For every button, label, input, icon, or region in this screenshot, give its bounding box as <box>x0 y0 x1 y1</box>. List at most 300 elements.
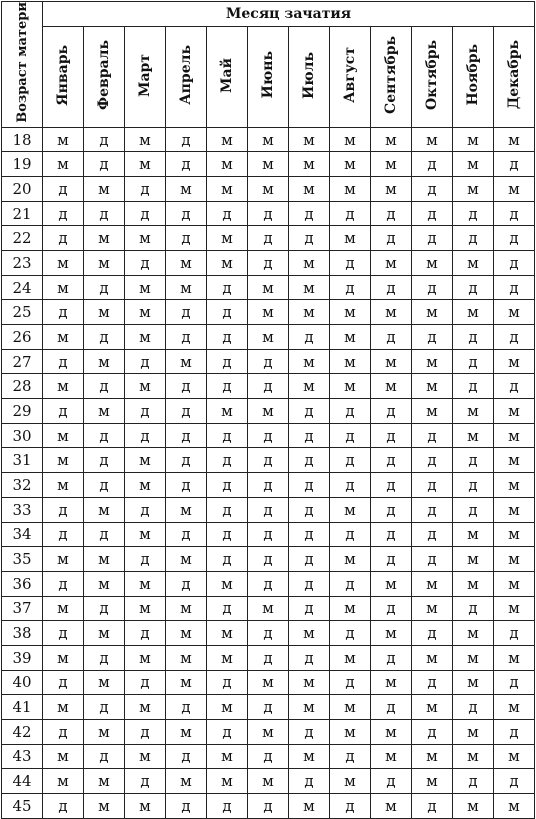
gender-cell: д <box>207 547 248 572</box>
gender-cell: д <box>84 522 125 547</box>
gender-cell: д <box>453 596 494 621</box>
gender-cell: м <box>330 349 371 374</box>
table-row <box>2 497 535 522</box>
gender-cell: м <box>330 177 371 202</box>
gender-cell: м <box>289 621 330 646</box>
gender-cell: м <box>125 127 166 152</box>
corner-header <box>2 2 43 128</box>
gender-cell: м <box>453 547 494 572</box>
gender-cell: д <box>125 769 166 794</box>
gender-cell: м <box>166 621 207 646</box>
gender-cell: д <box>371 473 412 498</box>
table-row <box>2 177 535 202</box>
table-row <box>2 152 535 177</box>
gender-cell: д <box>166 571 207 596</box>
gender-cell: м <box>371 349 412 374</box>
gender-cell: м <box>43 596 84 621</box>
gender-cell: м <box>248 325 289 350</box>
gender-cell: м <box>43 744 84 769</box>
gender-cell: д <box>248 226 289 251</box>
gender-cell: д <box>248 423 289 448</box>
gender-cell: м <box>494 522 535 547</box>
gender-cell: д <box>453 769 494 794</box>
gender-cell: м <box>248 769 289 794</box>
gender-cell: м <box>125 645 166 670</box>
gender-cell: д <box>494 201 535 226</box>
gender-cell: д <box>207 448 248 473</box>
gender-cell: д <box>166 201 207 226</box>
gender-cell: д <box>371 226 412 251</box>
gender-cell: д <box>371 275 412 300</box>
gender-cell: д <box>207 793 248 818</box>
gender-cell: д <box>207 497 248 522</box>
gender-cell: д <box>84 596 125 621</box>
gender-cell: м <box>289 374 330 399</box>
gender-cell: м <box>84 497 125 522</box>
month-header <box>84 27 125 127</box>
gender-cell: м <box>125 275 166 300</box>
gender-cell: д <box>43 201 84 226</box>
gender-cell: м <box>207 152 248 177</box>
gender-cell: д <box>289 571 330 596</box>
gender-cell: д <box>371 547 412 572</box>
gender-cell: д <box>412 547 453 572</box>
gender-cell: д <box>330 522 371 547</box>
mother-age-cell: 40 <box>2 670 43 695</box>
table-body <box>2 127 535 818</box>
month-header <box>494 27 535 127</box>
gender-cell: д <box>207 300 248 325</box>
gender-cell: д <box>43 399 84 424</box>
gender-cell: д <box>43 177 84 202</box>
gender-cell: д <box>43 349 84 374</box>
gender-cell: д <box>248 547 289 572</box>
month-header <box>207 27 248 127</box>
gender-cell: д <box>330 448 371 473</box>
gender-cell: д <box>43 621 84 646</box>
gender-cell: м <box>412 399 453 424</box>
gender-cell: м <box>494 423 535 448</box>
gender-cell: м <box>207 177 248 202</box>
gender-cell: д <box>289 448 330 473</box>
gender-cell: м <box>371 251 412 276</box>
gender-cell: м <box>43 547 84 572</box>
table-row <box>2 645 535 670</box>
gender-cell: д <box>207 670 248 695</box>
gender-cell: д <box>166 399 207 424</box>
table-row <box>2 522 535 547</box>
gender-cell: м <box>84 719 125 744</box>
gender-cell: м <box>125 448 166 473</box>
gender-cell: м <box>289 744 330 769</box>
gender-cell: м <box>330 226 371 251</box>
gender-cell: д <box>84 448 125 473</box>
gender-cell: д <box>453 448 494 473</box>
gender-cell: д <box>125 719 166 744</box>
mother-age-cell: 44 <box>2 769 43 794</box>
gender-cell: д <box>43 793 84 818</box>
gender-cell: д <box>84 275 125 300</box>
gender-cell: м <box>289 670 330 695</box>
gender-cell: м <box>207 399 248 424</box>
gender-cell: м <box>453 571 494 596</box>
month-header <box>166 27 207 127</box>
table-row <box>2 744 535 769</box>
gender-cell: д <box>494 719 535 744</box>
gender-cell: м <box>412 127 453 152</box>
gender-cell: м <box>453 152 494 177</box>
month-header-row <box>2 27 535 127</box>
month-label: Июнь <box>260 51 276 99</box>
gender-cell: м <box>248 399 289 424</box>
gender-cell: м <box>453 645 494 670</box>
gender-cell: д <box>43 719 84 744</box>
table-row <box>2 201 535 226</box>
gender-cell: м <box>494 695 535 720</box>
gender-cell: м <box>207 695 248 720</box>
gender-cell: д <box>330 621 371 646</box>
table-row <box>2 670 535 695</box>
gender-cell: д <box>494 226 535 251</box>
gender-cell: м <box>494 300 535 325</box>
gender-cell: м <box>412 300 453 325</box>
gender-cell: м <box>289 695 330 720</box>
gender-cell: м <box>43 473 84 498</box>
gender-cell: м <box>494 744 535 769</box>
mother-age-cell: 34 <box>2 522 43 547</box>
mother-age-cell: 31 <box>2 448 43 473</box>
gender-cell: д <box>289 399 330 424</box>
gender-cell: м <box>84 621 125 646</box>
gender-cell: д <box>371 201 412 226</box>
gender-cell: м <box>494 448 535 473</box>
gender-cell: д <box>412 423 453 448</box>
month-label: Июль <box>301 51 317 99</box>
gender-cell: д <box>207 423 248 448</box>
gender-cell: д <box>371 399 412 424</box>
gender-cell: д <box>207 596 248 621</box>
gender-cell: д <box>371 645 412 670</box>
gender-cell: д <box>207 719 248 744</box>
gender-cell: м <box>371 793 412 818</box>
mother-age-cell: 20 <box>2 177 43 202</box>
gender-cell: д <box>84 744 125 769</box>
gender-cell: д <box>84 127 125 152</box>
gender-cell: м <box>125 325 166 350</box>
gender-cell: д <box>84 374 125 399</box>
gender-cell: д <box>166 226 207 251</box>
table-row <box>2 769 535 794</box>
mother-age-cell: 27 <box>2 349 43 374</box>
month-header <box>453 27 494 127</box>
gender-cell: д <box>84 201 125 226</box>
gender-cell: д <box>166 473 207 498</box>
table-row <box>2 251 535 276</box>
table-row <box>2 325 535 350</box>
mother-age-cell: 37 <box>2 596 43 621</box>
gender-cell: м <box>125 744 166 769</box>
gender-cell: м <box>84 769 125 794</box>
gender-cell: м <box>166 596 207 621</box>
gender-cell: д <box>371 325 412 350</box>
gender-cell: д <box>248 695 289 720</box>
gender-cell: д <box>289 769 330 794</box>
gender-cell: м <box>453 621 494 646</box>
table-row <box>2 547 535 572</box>
gender-cell: м <box>453 177 494 202</box>
gender-cell: м <box>412 374 453 399</box>
gender-cell: м <box>84 226 125 251</box>
gender-cell: д <box>412 719 453 744</box>
gender-cell: д <box>453 275 494 300</box>
gender-cell: д <box>494 621 535 646</box>
gender-cell: д <box>84 645 125 670</box>
gender-cell: д <box>43 571 84 596</box>
gender-cell: м <box>84 349 125 374</box>
gender-cell: д <box>371 695 412 720</box>
gender-cell: д <box>125 251 166 276</box>
gender-cell: м <box>371 571 412 596</box>
gender-cell: м <box>166 719 207 744</box>
gender-cell: д <box>453 226 494 251</box>
gender-cell: д <box>453 497 494 522</box>
table-row <box>2 374 535 399</box>
gender-cell: м <box>43 769 84 794</box>
gender-cell: м <box>207 744 248 769</box>
gender-cell: д <box>289 497 330 522</box>
gender-cell: д <box>207 201 248 226</box>
gender-cell: м <box>453 423 494 448</box>
gender-cell: м <box>166 670 207 695</box>
gender-cell: м <box>371 621 412 646</box>
gender-cell: м <box>43 251 84 276</box>
gender-cell: м <box>207 621 248 646</box>
gender-cell: м <box>453 399 494 424</box>
gender-cell: м <box>330 127 371 152</box>
gender-cell: м <box>166 497 207 522</box>
table-row <box>2 621 535 646</box>
gender-cell: м <box>330 695 371 720</box>
gender-cell: д <box>125 201 166 226</box>
gender-cell: м <box>453 300 494 325</box>
gender-cell: м <box>43 275 84 300</box>
gender-cell: м <box>494 645 535 670</box>
gender-cell: м <box>494 399 535 424</box>
mother-age-cell: 22 <box>2 226 43 251</box>
gender-cell: д <box>371 423 412 448</box>
gender-cell: д <box>125 399 166 424</box>
gender-cell: д <box>166 448 207 473</box>
gender-cell: д <box>412 670 453 695</box>
gender-cell: м <box>371 300 412 325</box>
gender-cell: м <box>494 177 535 202</box>
gender-cell: м <box>248 177 289 202</box>
gender-cell: д <box>166 522 207 547</box>
month-label: Август <box>342 47 358 103</box>
gender-cell: д <box>371 522 412 547</box>
gender-cell: д <box>494 275 535 300</box>
gender-cell: м <box>43 695 84 720</box>
gender-cell: м <box>248 275 289 300</box>
gender-cell: м <box>43 152 84 177</box>
gender-cell: м <box>84 571 125 596</box>
gender-cell: м <box>371 670 412 695</box>
month-header <box>248 27 289 127</box>
table-row <box>2 793 535 818</box>
gender-cell: д <box>289 325 330 350</box>
gender-cell: м <box>412 744 453 769</box>
gender-cell: д <box>248 645 289 670</box>
gender-cell: д <box>289 201 330 226</box>
table-row <box>2 695 535 720</box>
gender-cell: д <box>125 621 166 646</box>
gender-cell: м <box>330 769 371 794</box>
gender-cell: д <box>207 374 248 399</box>
gender-cell: д <box>412 793 453 818</box>
gender-cell: д <box>412 473 453 498</box>
gender-cell: м <box>453 793 494 818</box>
gender-cell: м <box>412 596 453 621</box>
gender-cell: м <box>494 473 535 498</box>
gender-cell: м <box>494 793 535 818</box>
gender-cell: м <box>371 127 412 152</box>
gender-cell: д <box>289 522 330 547</box>
gender-cell: д <box>248 473 289 498</box>
gender-cell: д <box>43 670 84 695</box>
gender-cell: д <box>166 325 207 350</box>
gender-cell: м <box>289 127 330 152</box>
gender-cell: д <box>412 152 453 177</box>
gender-cell: д <box>289 547 330 572</box>
mother-age-cell: 29 <box>2 399 43 424</box>
mother-age-cell: 45 <box>2 793 43 818</box>
gender-cell: д <box>330 744 371 769</box>
gender-cell: д <box>494 152 535 177</box>
gender-cell: д <box>125 670 166 695</box>
gender-cell: д <box>371 596 412 621</box>
gender-cell: м <box>330 325 371 350</box>
mother-age-cell: 36 <box>2 571 43 596</box>
gender-cell: м <box>412 645 453 670</box>
gender-cell: д <box>248 349 289 374</box>
gender-cell: д <box>84 695 125 720</box>
gender-cell: м <box>84 793 125 818</box>
gender-cell: д <box>166 423 207 448</box>
gender-cell: м <box>289 152 330 177</box>
gender-cell: м <box>330 374 371 399</box>
gender-cell: м <box>412 251 453 276</box>
table-row <box>2 423 535 448</box>
table-row <box>2 127 535 152</box>
gender-cell: д <box>330 793 371 818</box>
mother-age-cell: 21 <box>2 201 43 226</box>
gender-cell: м <box>43 127 84 152</box>
gender-cell: м <box>84 399 125 424</box>
gender-cell: м <box>453 251 494 276</box>
gender-cell: д <box>84 325 125 350</box>
gender-cell: д <box>289 473 330 498</box>
mother-age-cell: 43 <box>2 744 43 769</box>
gender-cell: д <box>207 473 248 498</box>
gender-cell: м <box>453 127 494 152</box>
gender-cell: м <box>330 596 371 621</box>
gender-cell: м <box>289 177 330 202</box>
gender-cell: м <box>125 695 166 720</box>
gender-cell: м <box>371 744 412 769</box>
gender-cell: м <box>412 695 453 720</box>
gender-cell: д <box>166 300 207 325</box>
gender-cell: м <box>166 769 207 794</box>
gender-cell: д <box>453 325 494 350</box>
gender-cell: д <box>453 201 494 226</box>
gender-cell: д <box>494 769 535 794</box>
gender-cell: д <box>248 793 289 818</box>
gender-cell: м <box>166 177 207 202</box>
mother-age-cell: 41 <box>2 695 43 720</box>
gender-cell: д <box>248 374 289 399</box>
mother-age-label: Возраст матери <box>14 2 30 123</box>
gender-cell: д <box>371 769 412 794</box>
gender-cell: м <box>494 127 535 152</box>
gender-cell: м <box>453 522 494 547</box>
gender-cell: д <box>248 497 289 522</box>
gender-cell: м <box>84 251 125 276</box>
month-header <box>289 27 330 127</box>
gender-cell: д <box>166 127 207 152</box>
mother-age-cell: 23 <box>2 251 43 276</box>
gender-cell: д <box>207 275 248 300</box>
gender-cell: м <box>248 300 289 325</box>
gender-cell: м <box>43 325 84 350</box>
gender-cell: м <box>166 645 207 670</box>
gender-cell: д <box>330 399 371 424</box>
mother-age-cell: 18 <box>2 127 43 152</box>
gender-cell: д <box>412 522 453 547</box>
table-row <box>2 275 535 300</box>
gender-cell: м <box>330 719 371 744</box>
month-label: Апрель <box>178 45 194 105</box>
gender-cell: м <box>494 497 535 522</box>
gender-cell: м <box>207 226 248 251</box>
gender-cell: д <box>412 177 453 202</box>
gender-cell: м <box>125 473 166 498</box>
gender-cell: д <box>248 251 289 276</box>
gender-cell: д <box>412 448 453 473</box>
gender-cell: м <box>43 448 84 473</box>
header-row <box>2 2 535 27</box>
mother-age-cell: 24 <box>2 275 43 300</box>
gender-cell: м <box>494 547 535 572</box>
gender-cell: д <box>412 621 453 646</box>
gender-cell: м <box>166 251 207 276</box>
gender-cell: м <box>207 571 248 596</box>
table-row <box>2 226 535 251</box>
gender-cell: д <box>207 349 248 374</box>
gender-cell: д <box>494 251 535 276</box>
month-label: Октябрь <box>424 40 440 111</box>
gender-cell: д <box>125 423 166 448</box>
month-label: Ноябрь <box>465 44 481 106</box>
mother-age-cell: 33 <box>2 497 43 522</box>
month-header <box>125 27 166 127</box>
gender-cell: д <box>412 325 453 350</box>
gender-cell: д <box>84 152 125 177</box>
gender-cell: м <box>84 547 125 572</box>
gender-cell: д <box>453 374 494 399</box>
conception-month-title: Месяц зачатия <box>43 2 535 27</box>
gender-cell: м <box>371 374 412 399</box>
gender-cell: д <box>248 621 289 646</box>
